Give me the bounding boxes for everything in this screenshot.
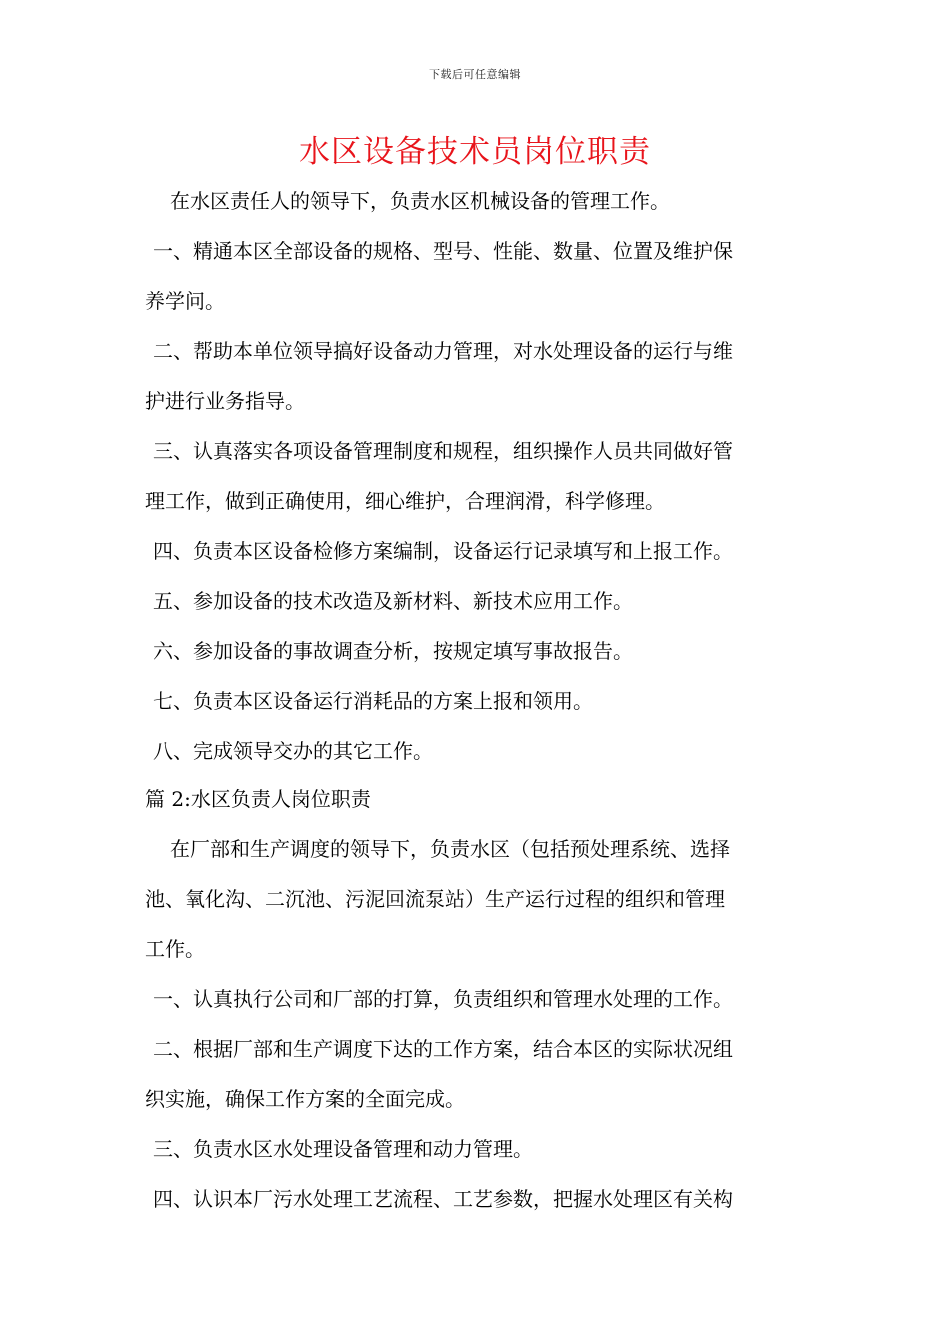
paragraph-item-8: 八、完成领导交办的其它工作。	[153, 739, 433, 763]
paragraph-item-2-cont: 护进行业务指导。	[145, 389, 305, 413]
paragraph-2-item-3: 三、负责水区水处理设备管理和动力管理。	[153, 1137, 533, 1161]
paragraph-item-5: 五、参加设备的技术改造及新材料、新技术应用工作。	[153, 589, 633, 613]
section-heading-2: 篇 2:水区负责人岗位职责	[145, 787, 371, 811]
paragraph-2-item-1: 一、认真执行公司和厂部的打算，负责组织和管理水处理的工作。	[153, 987, 733, 1011]
paragraph-item-2: 二、帮助本单位领导搞好设备动力管理，对水处理设备的运行与维	[153, 339, 733, 363]
paragraph-item-3: 三、认真落实各项设备管理制度和规程，组织操作人员共同做好管	[153, 439, 733, 463]
document-title: 水区设备技术员岗位职责	[299, 134, 651, 170]
paragraph-item-1: 一、精通本区全部设备的规格、型号、性能、数量、位置及维护保	[153, 239, 733, 263]
paragraph-item-7: 七、负责本区设备运行消耗品的方案上报和领用。	[153, 689, 593, 713]
paragraph-2-item-2-cont: 织实施，确保工作方案的全面完成。	[145, 1087, 465, 1111]
header-note: 下载后可任意编辑	[429, 68, 521, 81]
paragraph-item-4: 四、负责本区设备检修方案编制，设备运行记录填写和上报工作。	[153, 539, 733, 563]
paragraph-item-6: 六、参加设备的事故调查分析，按规定填写事故报告。	[153, 639, 633, 663]
paragraph-2-item-2: 二、根据厂部和生产调度下达的工作方案，结合本区的实际状况组	[153, 1037, 733, 1061]
paragraph-item-3-cont: 理工作，做到正确使用，细心维护，合理润滑，科学修理。	[145, 489, 665, 513]
paragraph-2-item-4: 四、认识本厂污水处理工艺流程、工艺参数，把握水处理区有关构	[153, 1187, 733, 1211]
paragraph-item-1-cont: 养学问。	[145, 289, 225, 313]
paragraph-intro: 在水区责任人的领导下，负责水区机械设备的管理工作。	[170, 189, 670, 213]
paragraph-intro-2: 在厂部和生产调度的领导下，负责水区（包括预处理系统、选择	[170, 837, 730, 861]
paragraph-intro-2-cont-2: 工作。	[145, 937, 205, 961]
paragraph-intro-2-cont: 池、氧化沟、二沉池、污泥回流泵站）生产运行过程的组织和管理	[145, 887, 725, 911]
